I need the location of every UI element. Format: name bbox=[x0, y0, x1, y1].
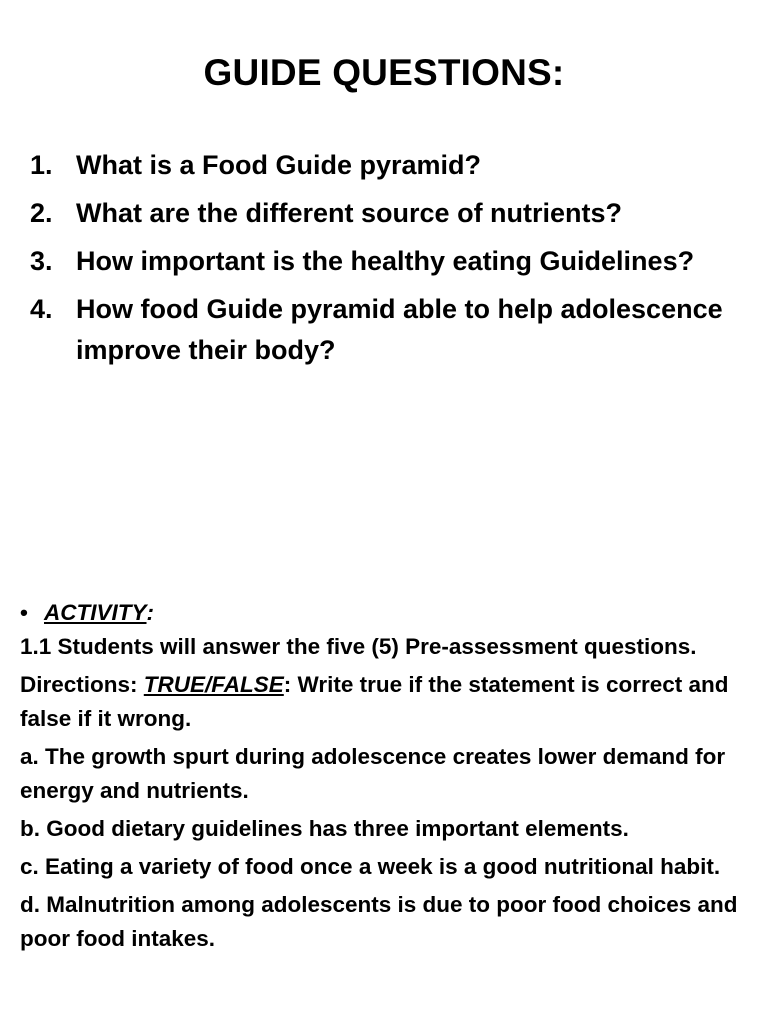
page-title: GUIDE QUESTIONS: bbox=[203, 52, 565, 93]
question-text: What is a Food Guide pyramid? bbox=[76, 150, 482, 180]
question-item bbox=[30, 193, 750, 234]
activity-instruction: 1.1 Students will answer the five (5) Pre-assessment questions. bbox=[20, 634, 697, 659]
question-number: 3. bbox=[30, 246, 53, 276]
statement-item: c. Eating a variety of food once a week is a good nutritional habit. bbox=[20, 854, 721, 879]
activity-heading-label: ACTIVITY bbox=[44, 600, 147, 625]
question-item bbox=[30, 241, 750, 282]
statement-item: b. Good dietary guidelines has three important elements. bbox=[20, 816, 629, 841]
guide-questions-list bbox=[30, 145, 750, 378]
activity-heading bbox=[20, 596, 760, 630]
question-text: What are the different source of nutrients? bbox=[76, 198, 623, 228]
question-number: 4. bbox=[30, 294, 53, 324]
question-number: 2. bbox=[30, 198, 53, 228]
bullet-icon: • bbox=[20, 600, 28, 625]
activity-section bbox=[20, 596, 760, 960]
directions-emphasis: TRUE/FALSE bbox=[143, 672, 284, 697]
statement-item: a. The growth spurt during adolescence creates lower demand for energy and nutrients. bbox=[20, 744, 726, 803]
question-text: How important is the healthy eating Guidelines? bbox=[76, 246, 695, 276]
statement-item: d. Malnutrition among adolescents is due to poor food choices and poor food intakes. bbox=[20, 892, 738, 951]
activity-heading-colon: : bbox=[146, 600, 155, 625]
question-item bbox=[30, 145, 750, 186]
directions-rest: : Write true if the statement is correct and false if it wrong. bbox=[20, 672, 729, 731]
question-text: How food Guide pyramid able to help adolescence improve their body? bbox=[76, 294, 723, 365]
question-item bbox=[30, 289, 750, 371]
directions-prefix: Directions: bbox=[20, 672, 144, 697]
activity-directions bbox=[20, 668, 760, 736]
question-number: 1. bbox=[30, 150, 53, 180]
